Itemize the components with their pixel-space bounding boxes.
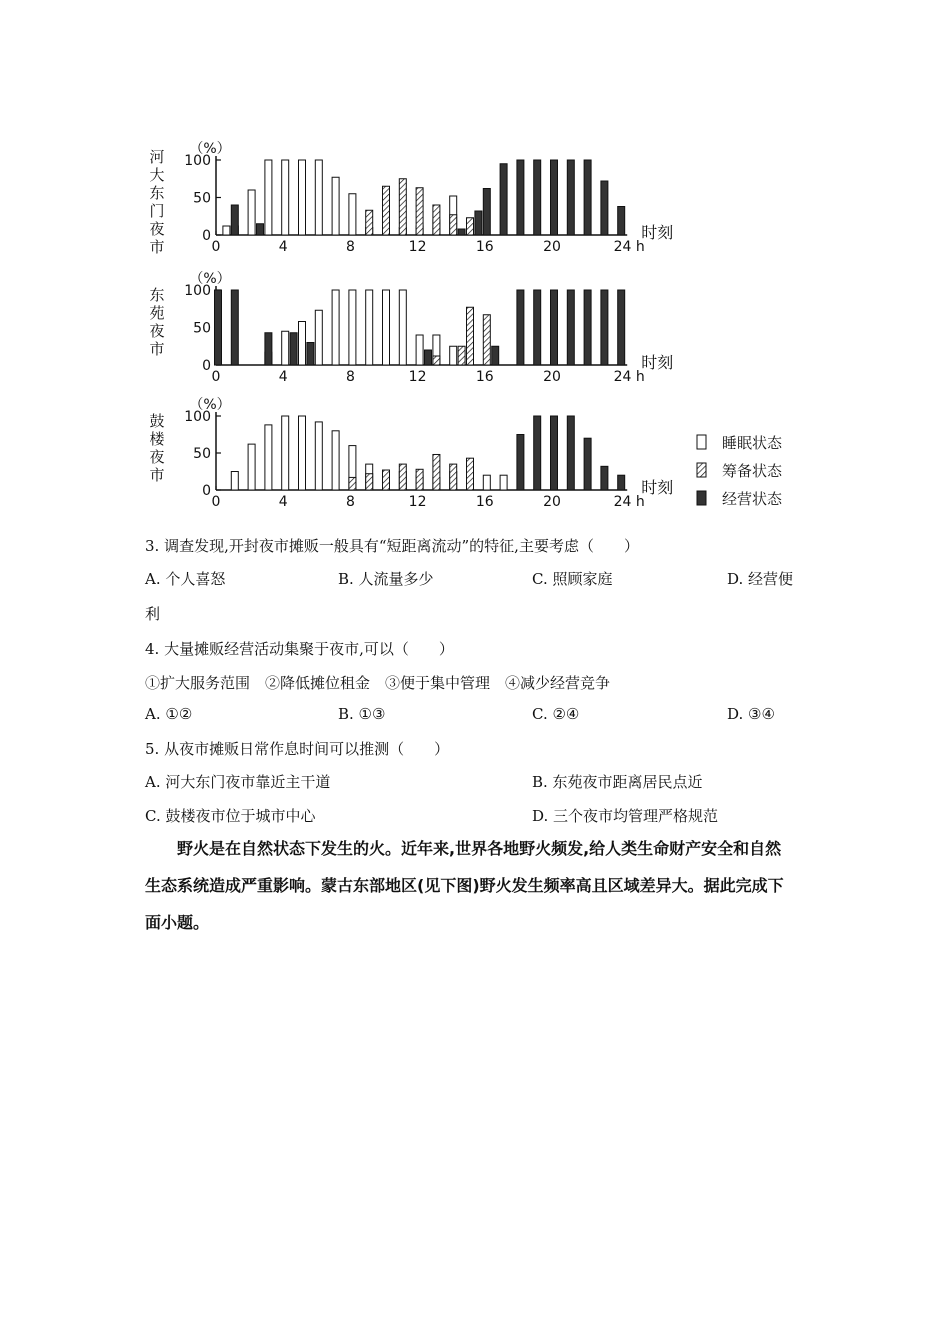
x-axis-label: 时刻 (641, 223, 674, 242)
x-tick-label: 4 (278, 494, 288, 510)
bar-sleep (248, 190, 255, 235)
bar-prep (483, 315, 490, 365)
passage-line-3: 面小题。 (145, 913, 210, 932)
passage (145, 830, 815, 941)
bar-open (483, 189, 490, 236)
chart-title-char: 楼 (149, 430, 165, 448)
question-3-option-c[interactable]: C. 照顾家庭 (532, 570, 613, 588)
bar-open (534, 290, 541, 365)
bar-sleep (450, 346, 457, 365)
x-tick-label: 8 (345, 239, 355, 255)
chart-title-char: 门 (149, 202, 165, 220)
legend-swatch-hatch (697, 463, 706, 477)
bar-open (618, 290, 625, 365)
x-tick-label: 12 (408, 494, 427, 510)
question-3-option-d-wrap: 利 (145, 605, 161, 623)
y-tick-label: 50 (193, 320, 211, 337)
x-tick-label: 20 (543, 494, 561, 510)
bar-sleep (500, 475, 507, 490)
x-tick-label: 16 (475, 239, 494, 255)
bar-open (492, 346, 499, 365)
bar-open (215, 290, 222, 365)
bar-sleep (399, 290, 406, 365)
question-4-statements: ①扩大服务范围 ②降低摊位租金 ③便于集中管理 ④减少经营竞争 (145, 674, 611, 692)
bar-open (517, 290, 524, 365)
bar-open (567, 160, 574, 235)
bar-sleep (416, 335, 423, 365)
chart-title-char: 河 (149, 148, 165, 166)
bar-prep (433, 356, 440, 365)
bar-open (618, 207, 625, 236)
question-3-option-a[interactable]: A. 个人喜怒 (145, 570, 226, 588)
bar-open (618, 475, 625, 490)
y-unit-label: （%） (189, 397, 231, 413)
bar-prep (433, 205, 440, 235)
bar-open (601, 290, 608, 365)
bar-sleep (299, 322, 306, 366)
chart-title-char: 鼓 (149, 412, 165, 430)
y-tick-label: 0 (202, 228, 211, 244)
x-tick-label: 20 (543, 369, 561, 385)
bar-sleep (315, 422, 322, 490)
bar-prep (416, 469, 423, 490)
question-5-option-d[interactable]: D. 三个夜市均管理严格规范 (532, 807, 719, 825)
bar-sleep (282, 416, 289, 490)
chart-title-char: 东 (149, 184, 165, 202)
question-4-stem: 4. 大量摊贩经营活动集聚于夜市,可以（ ） (145, 640, 454, 658)
x-tick-label: 24 h (613, 369, 645, 385)
chart-title-char: 东 (149, 286, 165, 304)
bar-sleep (282, 160, 289, 235)
bar-open (425, 350, 432, 365)
y-unit-label: （%） (189, 271, 231, 287)
y-tick-label: 50 (193, 190, 211, 207)
x-axis-label: 时刻 (641, 353, 674, 372)
chart-title-char: 夜 (149, 220, 165, 238)
passage-line-1: 野火是在自然状态下发生的火。近年来,世界各地野火频发,给人类生命财产安全和自然 (177, 839, 782, 858)
bar-prep (366, 210, 373, 235)
bar-open (534, 416, 541, 490)
x-tick-label: 20 (543, 239, 561, 255)
bar-open (257, 224, 264, 235)
y-tick-label: 100 (184, 153, 211, 169)
bar-open (475, 211, 482, 235)
bar-open (567, 290, 574, 365)
bar-sleep (349, 290, 356, 365)
bar-sleep (315, 160, 322, 235)
x-tick-label: 4 (278, 369, 288, 385)
bar-sleep (383, 290, 390, 365)
y-unit-label: （%） (189, 141, 231, 157)
bar-open (500, 164, 507, 235)
question-4-option-b[interactable]: B. ①③ (338, 705, 386, 723)
passage-line-2: 生态系统造成严重影响。蒙古东部地区(见下图)野火发生频率高且区域差异大。据此完成下 (145, 876, 784, 895)
x-axis-label: 时刻 (641, 478, 674, 497)
chart-panel-3 (149, 397, 673, 510)
bar-open (307, 343, 314, 366)
chart-title-char: 苑 (149, 304, 165, 322)
legend-swatch-white (697, 435, 706, 449)
bar-open (517, 160, 524, 235)
bar-prep (433, 454, 440, 490)
bar-prep (450, 215, 457, 235)
bar-prep (399, 464, 406, 490)
chart-legend (697, 434, 783, 508)
bar-open (458, 229, 465, 235)
chart-panel-2 (149, 271, 673, 385)
chart-title-char: 大 (149, 166, 165, 184)
chart-title-char: 夜 (149, 322, 165, 340)
bar-prep (467, 458, 474, 490)
bar-sleep (366, 290, 373, 365)
x-tick-label: 24 h (613, 494, 645, 510)
bar-sleep (332, 177, 339, 235)
bar-sleep (349, 194, 356, 235)
chart-panel-1 (149, 141, 673, 256)
x-tick-label: 0 (211, 494, 221, 510)
bar-open (551, 160, 558, 235)
bar-sleep (299, 416, 306, 490)
x-tick-label: 4 (278, 239, 288, 255)
question-5-option-c[interactable]: C. 鼓楼夜市位于城市中心 (145, 807, 316, 825)
bar-prep (383, 186, 390, 235)
x-tick-label: 24 h (613, 239, 645, 255)
bar-open (601, 466, 608, 490)
bar-sleep (265, 425, 272, 490)
bar-prep (458, 346, 465, 365)
x-tick-label: 8 (345, 494, 355, 510)
y-tick-label: 100 (184, 283, 211, 299)
bar-sleep (231, 472, 238, 491)
question-3-option-b[interactable]: B. 人流量多少 (338, 570, 434, 588)
bar-prep (366, 474, 373, 490)
x-tick-label: 12 (408, 369, 427, 385)
bar-sleep (315, 310, 322, 365)
question-5-stem: 5. 从夜市摊贩日常作息时间可以推测（ ） (145, 740, 450, 758)
bar-open (551, 416, 558, 490)
x-tick-label: 12 (408, 239, 427, 255)
x-tick-label: 16 (475, 369, 494, 385)
y-tick-label: 50 (193, 446, 211, 462)
x-tick-label: 0 (211, 369, 221, 385)
bar-open (551, 290, 558, 365)
bar-sleep (332, 431, 339, 490)
question-5-option-b[interactable]: B. 东苑夜市距离居民点近 (532, 773, 703, 791)
bar-open (290, 333, 297, 365)
question-3-stem: 3. 调查发现,开封夜市摊贩一般具有“短距离流动”的特征,主要考虑（ ） (145, 537, 639, 555)
bar-open (231, 290, 238, 365)
chart-title-char: 市 (149, 466, 165, 484)
bar-open (517, 435, 524, 491)
y-tick-label: 0 (202, 483, 211, 499)
y-tick-label: 0 (202, 358, 211, 374)
bar-open (584, 290, 591, 365)
x-tick-label: 8 (345, 369, 355, 385)
question-4-option-a[interactable]: A. ①② (145, 705, 193, 723)
night-market-activity-chart (0, 0, 950, 520)
x-tick-label: 16 (475, 494, 494, 510)
bar-prep (467, 218, 474, 235)
bar-sleep (282, 331, 289, 365)
x-tick-label: 0 (211, 239, 221, 255)
bar-sleep (223, 226, 230, 235)
question-5-option-a[interactable]: A. 河大东门夜市靠近主干道 (145, 773, 331, 791)
bar-prep (416, 188, 423, 235)
bar-open (231, 205, 238, 235)
bar-open (584, 160, 591, 235)
y-tick-label: 100 (184, 409, 211, 425)
bar-sleep (265, 160, 272, 235)
chart-title-char: 市 (149, 340, 165, 358)
bar-open (534, 160, 541, 235)
bar-prep (349, 477, 356, 490)
bar-prep (383, 470, 390, 490)
legend-label: 睡眠状态 (722, 434, 783, 452)
bar-sleep (332, 290, 339, 365)
bar-open (601, 181, 608, 235)
legend-label: 经营状态 (722, 490, 783, 508)
bar-sleep (248, 444, 255, 490)
question-3-option-d[interactable]: D. 经营便 (727, 570, 794, 588)
bar-open (567, 416, 574, 490)
bar-prep (399, 179, 406, 235)
bar-sleep (483, 475, 490, 490)
bar-open (584, 438, 591, 490)
legend-swatch-dark (697, 491, 706, 505)
bar-open (265, 333, 272, 365)
legend-label: 筹备状态 (722, 462, 783, 480)
chart-title-char: 夜 (149, 448, 165, 466)
bar-prep (467, 307, 474, 365)
question-4-option-c[interactable]: C. ②④ (532, 705, 580, 723)
bar-prep (450, 464, 457, 490)
question-4-option-d[interactable]: D. ③④ (727, 705, 775, 723)
chart-title-char: 市 (149, 238, 165, 256)
bar-sleep (299, 160, 306, 235)
